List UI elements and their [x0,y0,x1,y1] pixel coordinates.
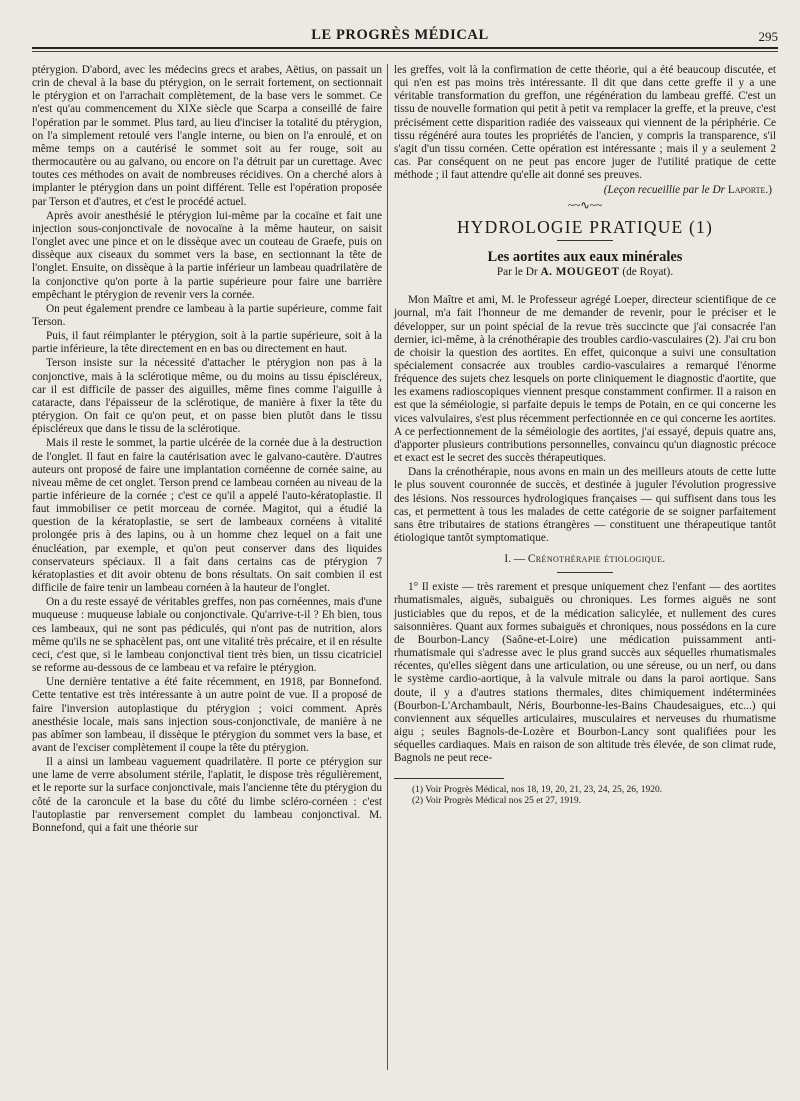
article-author [394,266,776,279]
credit-prefix: (Leçon recueillie par le Dr [603,184,726,197]
paragraph: Puis, il faut réimplanter le ptérygion, soit à la partie supérieure, soit à la partie inférieure, la tête directement en en bas ou directement en haut. [32,330,382,356]
author-place: (de Royat). [622,266,674,279]
column-divider [387,64,388,1070]
footnote-rule [394,778,504,779]
right-column [394,64,776,808]
header-rule [32,47,778,49]
subsection-title: Crénothérapie étiologique. [527,553,666,566]
subsection-number: I. — [504,553,526,566]
running-header-title: LE PROGRÈS MÉDICAL [311,27,489,43]
paragraph: On a du reste essayé de véritables greffes, non pas cornéennes, mais d'une muqueuse : muqueuse labiale ou conjonctivale. Qu'arrive-t-il ? Eh bien, tous ces lambeaux, qui ne sont pas pédiculés, qui n'ont pas de nutrition, alors même qu'ils ne se sphacèlent pas, ont une vitalité très précaire, et il en résulte ceci, c'est que, si le lambeau conjonctival tient très bien, un tissu cicatriciel se reforme au-dessous de ce lambeau et va refaire le ptérygion. [32,596,382,675]
paragraph: On peut également prendre ce lambeau à la partie supérieure, comme fait Terson. [32,302,382,328]
footnote: (1) Voir Progrès Médical, nos 18, 19, 20, 21, 23, 24, 25, 26, 1920. [412,784,663,795]
paragraph: Il a ainsi un lambeau vaguement quadrilatère. Il porte ce ptérygion sur une lame de verre absolument stérile, l'aplatit, le dispose très régulièrement, et le reporte sur la surface conjonctivale, mais l'ancienne tête du ptérygion du côté de la caroncule et la base du côté du limbe scléro-cornéen : c'est l'autoplastie par renversement complet du lambeau conjonctival. M. Bonnefond, qui a fait une théorie sur [32,756,382,834]
subsection-rule [557,572,613,573]
credit-name: Laporte.) [727,184,772,197]
section-rule [557,240,613,241]
article-title: Les aortites aux eaux minérales [487,248,683,265]
paragraph: Après avoir anesthésié le ptérygion lui-même par la cocaïne et fait une injection sous-conjonctivale de novocaïne à la même hauteur, on saisit l'onglet avec une pince et on le dissèque avec un couteau de Graefe, puis on dissèque aux ciseaux du sommet vers la base, en sectionnant la tête de l'onglet. Ensuite, on dissèque à la partie inférieur un lambeau quadrilatère de la conjonctive qu'on porte à la partie supérieure pour faire une barrière empêchant le ptérygion de revenir vers la cornée. [32,209,382,301]
subsection-heading [394,553,776,566]
section-title: HYDROLOGIE PRATIQUE (1) [456,216,714,237]
author-prefix: Par le Dr [496,266,538,279]
paragraph: Terson insiste sur la nécessité d'attacher le ptérygion non pas à la conjonctive, mais à la sclérotique même, ou du moins au tissu épiscléreux, car il est difficile de passer des aiguilles, même fines comme l'aiguille à cataracte, dans l'épaisseur de la sclérotique, de manière à fixer la tête du ptérygion. On fait ce qu'on peut, et on passe bien plutôt dans le tissu épiscléreux que dans le tissu de la sclérotique. [32,357,382,436]
paragraph: ptérygion. D'abord, avec les médecins grecs et arabes, Aëtius, on passait un crin de cheval à la base du ptérygion, on le serrait fortement, on sectionnait le ptérygion et on l'arrachait complètement, de la base vers le sommet. Ce n'est qu'au commencement du XIXe siècle que Scarpa a conseillé de faire l'opération par le sommet. Plus tard, au lieu d'inciser la totalité du ptérygion, on l'a simplement retoulé vers l'angle interne, ou bien on l'a enroulé, et on même temps on a cautérisé le sommet soit au fer rouge, soit au thermocautère ou au galvano, ou encore on l'a détruit par un curettage. Avec toutes ces méthodes on avait de nombreuses récidives. On a cherché alors à implanter le ptérygion dans un point différent. Telle est l'opération proposée par Terson et d'autres, et c'est le procédé actuel. [32,64,382,208]
author-name: A. MOUGEOT [540,266,620,279]
paragraph: Mon Maître et ami, M. le Professeur agrégé Loeper, directeur scientifique de ce journal, m'a fait l'honneur de me demander de revenir, pour le préciser et le développer, sur un point spécial de la revue très succincte que j'ai consacrée l'an dernier, ici-même, à la crénothérapie des troubles cardio-vasculaires (2). J'ai cru bon de choisir la question des aortites. En effet, quiconque a suivi une consultation spécialement consacrée aux troubles cardio-vasculaires a remarqué l'énorme fréquence des sujets chez lesquels on porte cliniquement le diagnostic d'aortite, que les examens radioscopiques viennent presque constamment confirmer. Il a raison en est que la séméiologie, si parfaite depuis le temps de Potain, en ce qui concerne les vices valvulaires, s'est plus récemment perfectionnée en ce qui concerne les aortites. A ce perfectionnement de la séméiologie des aortites, j'ai essayé, depuis quatre ans, d'apporter plusieurs contributions personnelles, convaincu qu'un diagnostic précoce et exact est le secret des succès thérapeutiques. [394,294,776,465]
footnote: (2) Voir Progrès Médical nos 25 et 27, 1919. [412,796,582,806]
ornament-divider: ~~∿~~ [568,199,602,212]
paragraph: 1° Il existe — très rarement et presque uniquement chez l'enfant — des aortites rhumatismales, aiguës, subaiguës ou chroniques. Les formes aiguës ne sont justiciables que du repos, et de la médication salicylée, et nullement des cures saisonnières. Quant aux formes subaiguës et chroniques, nous possédons en la cure de Bourbon-Lancy (Saône-et-Loire) une médication puissamment anti-rhumatismale qui s'adresse avec le plus grand succès aux séquelles rhumatismales récentes, qu'elles siègent dans une articulation, ou une séreuse, ou un nerf, ou dans le système cardio-aortique, à la valvule mitrale ou dans la paroi aortique. Sans doute, il y a d'autres stations thermales, dites chimiquement indéterminées (Bourbon-L'Archambault, Néris, Bourbonne-les-Bains Chaudesaigues, etc...) qui conviennent aux séquelles articulaires, musculaires et nerveuses du rhumatisme aigu ; seules Bagnols-de-Lozère et Bourbon-Lancy sont qualifiées pour les séquelles cardiaques. Mais en raison de son altitude très élevée, de son climat rude, Bagnols ne peut rece- [394,581,776,765]
paragraph: Une dernière tentative a été faite récemment, en 1918, par Bonnefond. Cette tentative est très intéressante à un autre point de vue. Il a proposé de faire l'inversion autoplastique du ptérygion ; voici comment. Après anesthésie locale, mais sans injection sous-conjonctivale, de manière à ne pas abîmer son lambeau, il dissèque le ptérygion du sommet vers la base, et avant de l'exciser complètement il coupe la tête du ptérygion. [32,676,382,754]
left-column [32,64,382,836]
paragraph: les greffes, voit là la confirmation de cette théorie, qui a été beaucoup discutée, et qui n'en est pas moins très intéressante. Il dit que dans cette greffe il y a une véritable transformation du greffon, une régénération du lambeau greffé. C'est un tissu de nouvelle formation qui petit à petit va remplacer la greffe, et la preuve, c'est précisément cette disparition radiée des vaisseaux qui viennent de la périphérie. Ce tissu régénéré aura toutes les propriétés de l'ancien, y compris la transparence, s'il s'agit d'un tissu cornéen. Cette opération est intéressante ; mais il y a seulement 2 cas. Par conséquent on ne peut pas encore juger de l'utilité pratique de cette méthode ; il faut attendre qu'elle ait donné ses preuves. [394,64,776,182]
page-number: 295 [758,29,778,44]
paragraph: Mais il reste le sommet, la partie ulcérée de la cornée due à la destruction de l'onglet. Il faut en faire la cautérisation avec le galvano-cautère. D'autres auteurs ont proposé de faire une implantation cornéenne de cornée saine, au niveau même de cet onglet. Terson prend ce lambeau cornéen au niveau de la partie inférieure de la cornée ; c'est ce qu'il a appelé l'auto-kératoplastie. Il faut immobiliser ce petit morceau de cornée. Magitot, qui a étudié la question de la kératoplastie, se sert de lambeaux cornéens à vitalité prolongée pris à des lapins, ou à un homme chez lequel on a fait une énucléation, par exemple, et qu'on peut conserver dans des liquides conservateurs spéciaux. Il a fait dans certains cas de ptérygion 7 kératoplasties et dit avoir obtenu de bons résultats. On sait combien il est difficile de faire tenir un lambeau cornéen à la hauteur de l'onglet. [32,437,382,595]
lecture-credit [394,184,772,197]
paragraph: Dans la crénothérapie, nous avons en main un des meilleurs atouts de cette lutte le plus souvent couronnée de succès, et destinée à juguler l'évolution progressive des lésions. Nos ressources hydrologiques françaises — qui suffisent dans tous les cas, et permettent à tous les malades de cette catégorie de se soigner parfaitement sans être tributaires de stations étrangères — constituent une thérapeutique tantôt étiologique tantôt symptomatique. [394,466,776,544]
header-rule-thin [32,51,778,52]
